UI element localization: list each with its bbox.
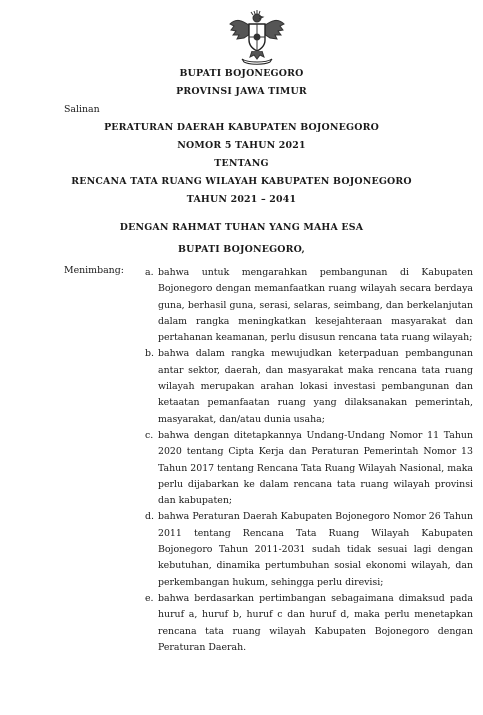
item-letter: c. bbox=[145, 429, 154, 441]
item-letter: b. bbox=[145, 348, 154, 360]
copy-label: Salinan bbox=[64, 104, 100, 115]
item-letter: a. bbox=[145, 267, 154, 278]
preamble-regent: BUPATI BOJONEGORO, bbox=[178, 244, 305, 255]
item-text: bahwa Peraturan Daerah Kabupaten Bojonegoro Nomor 26 Tahun 2011 tentang Rencana Tata Ruang Wilayah Kabupaten Bojonegoro Tahun 2011-2031 sudah tidak sesuai lagi dengan kebutuhan, dinamika pertumbuhan sosial ekonomi wilayah, dan perkembangan hukum, sehingga perlu direvisi; bbox=[158, 511, 473, 588]
item-text: bahwa berdasarkan pertimbangan sebagaimana dimaksud pada huruf a, huruf b, huruf c dan huruf d, maka perlu menetapkan rencana tata ruang wilayah Kabupaten Bojonegoro dengan Peraturan Daerah. bbox=[158, 592, 473, 653]
regulation-number: NOMOR 5 TAHUN 2021 bbox=[177, 140, 306, 151]
item-text: bahwa dengan ditetapkannya Undang-Undang Nomor 11 Tahun 2020 tentang Cipta Kerja dan Peraturan Pemerintah Nomor 13 Tahun 2017 tentang Rencana Tata Ruang Wilayah Nasional, maka perlu dijabarkan ke dalam rencana tata ruang wilayah provinsi dan kabupaten; bbox=[158, 429, 473, 507]
considering-item bbox=[145, 346, 473, 427]
considering-item bbox=[145, 428, 473, 509]
header-province: PROVINSI JAWA TIMUR bbox=[176, 86, 307, 97]
considering-item bbox=[145, 591, 473, 656]
considering-item bbox=[145, 509, 473, 590]
item-letter: e. bbox=[145, 592, 154, 604]
item-text: bahwa untuk mengarahkan pembangunan di Kabupaten Bojonegoro dengan memanfaatkan ruang wilayah secara berdaya guna, berhasil guna, serasi, selaras, seimbang, dan berkelanjutan dalam rangka meningkatkan kesejahteraan masyarakat dan pertahanan keamanan, perlu disusun rencana tata ruang wilayah; bbox=[158, 267, 473, 344]
item-text: bahwa dalam rangka mewujudkan keterpaduan pembangunan antar sektor, daerah, dan masyarakat maka rencana tata ruang wilayah merupakan arahan lokasi investasi pembangunan dan ketaatan pemanfaatan ruang yang dilaksanakan pemerintah, masyarakat, dan/atau dunia usaha; bbox=[158, 348, 473, 425]
garuda-emblem-icon bbox=[228, 10, 286, 66]
considering-label: Menimbang: bbox=[64, 265, 124, 276]
regulation-title: PERATURAN DAERAH KABUPATEN BOJONEGORO bbox=[104, 122, 379, 133]
considering-item bbox=[145, 265, 473, 346]
regulation-subject: RENCANA TATA RUANG WILAYAH KABUPATEN BOJONEGORO bbox=[71, 176, 412, 187]
header-regent: BUPATI BOJONEGORO bbox=[179, 68, 304, 79]
item-letter: d. bbox=[145, 511, 154, 523]
regulation-about: TENTANG bbox=[214, 158, 269, 169]
considering-list bbox=[145, 265, 473, 656]
regulation-period: TAHUN 2021 – 2041 bbox=[186, 194, 297, 205]
preamble-blessing: DENGAN RAHMAT TUHAN YANG MAHA ESA bbox=[119, 222, 364, 233]
